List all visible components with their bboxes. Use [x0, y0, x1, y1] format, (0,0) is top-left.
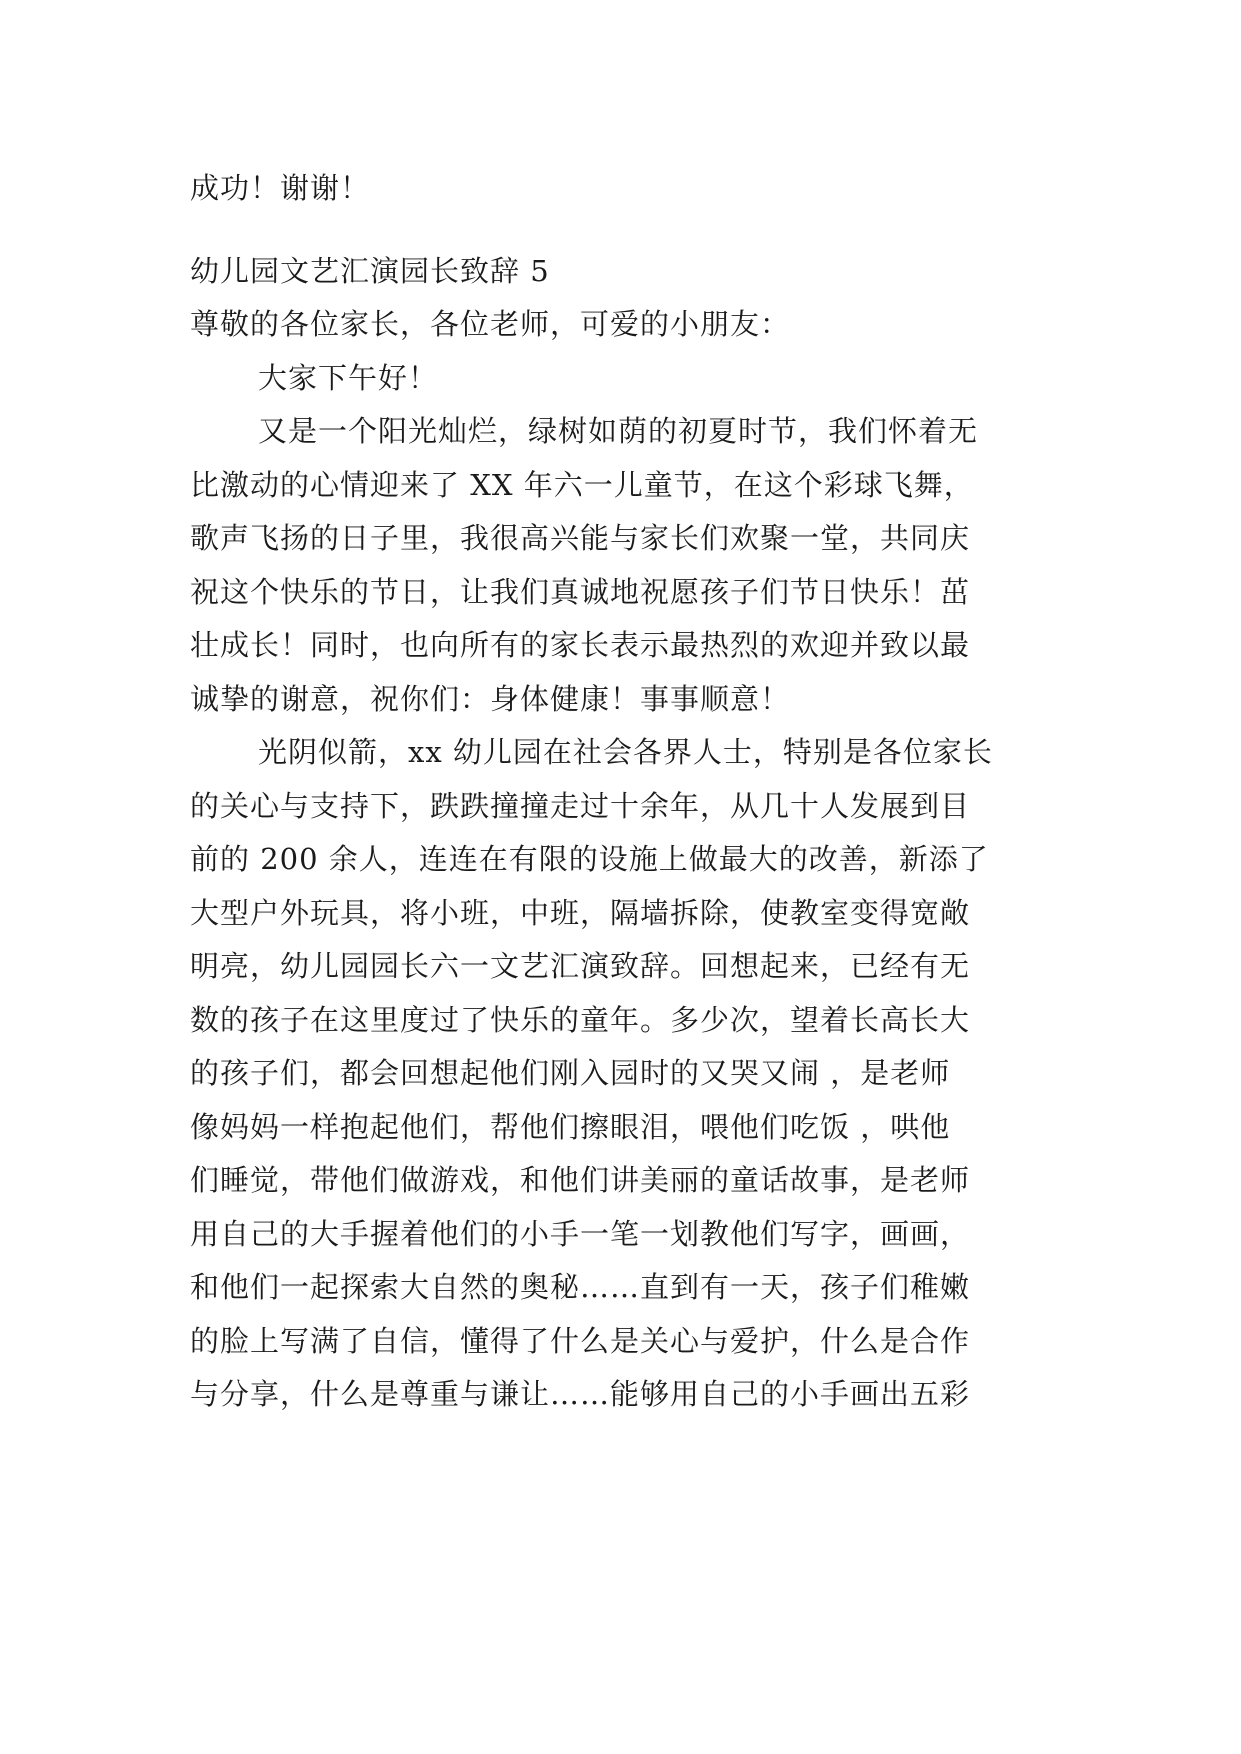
paragraph-line: 用自己的大手握着他们的小手一笔一划教他们写字，画画， [190, 1217, 971, 1251]
paragraph-line: 比激动的心情迎来了 XX 年六一儿童节，在这个彩球飞舞， [190, 468, 974, 502]
speech-heading: 幼儿园文艺汇演园长致辞 5 [190, 254, 550, 288]
salutation: 尊敬的各位家长，各位老师，可爱的小朋友： [190, 307, 791, 341]
paragraph-line: 与分享，什么是尊重与谦让……能够用自己的小手画出五彩 [190, 1377, 971, 1411]
paragraph-line: 的关心与支持下，跌跌撞撞走过十余年，从几十人发展到目 [190, 789, 971, 823]
paragraph-line: 祝这个快乐的节日，让我们真诚地祝愿孩子们节日快乐！茁 [190, 575, 971, 609]
paragraph-line: 和他们一起探索大自然的奥秘……直到有一天，孩子们稚嫩 [190, 1270, 971, 1304]
greeting: 大家下午好！ [258, 361, 439, 395]
paragraph-line: 的脸上写满了自信，懂得了什么是关心与爱护，什么是合作 [190, 1324, 971, 1358]
paragraph-line: 数的孩子在这里度过了快乐的童年。多少次，望着长高长大 [190, 1003, 971, 1037]
paragraph-line: 诚挚的谢意，祝你们：身体健康！事事顺意！ [190, 682, 791, 716]
paragraph-line: 又是一个阳光灿烂，绿树如荫的初夏时节，我们怀着无 [258, 414, 979, 448]
paragraph-line: 壮成长！同时，也向所有的家长表示最热烈的欢迎并致以最 [190, 628, 971, 662]
paragraph-line: 歌声飞扬的日子里，我很高兴能与家长们欢聚一堂，共同庆 [190, 521, 971, 555]
paragraph-line: 像妈妈一样抱起他们，帮他们擦眼泪，喂他们吃饭 ，哄他 [190, 1110, 951, 1144]
paragraph-line: 前的 200 余人，连连在有限的设施上做最大的改善，新添了 [190, 842, 989, 876]
paragraph-line: 光阴似箭，xx 幼儿园在社会各界人士，特别是各位家长 [258, 735, 993, 769]
paragraph-line: 们睡觉，带他们做游戏，和他们讲美丽的童话故事，是老师 [190, 1163, 971, 1197]
paragraph-line: 的孩子们，都会回想起他们刚入园时的又哭又闹 ，是老师 [190, 1056, 951, 1090]
closing-line: 成功！谢谢！ [190, 171, 371, 205]
paragraph-line: 大型户外玩具，将小班，中班，隔墙拆除，使教室变得宽敞 [190, 896, 971, 930]
paragraph-line: 明亮，幼儿园园长六一文艺汇演致辞。回想起来，已经有无 [190, 949, 971, 983]
